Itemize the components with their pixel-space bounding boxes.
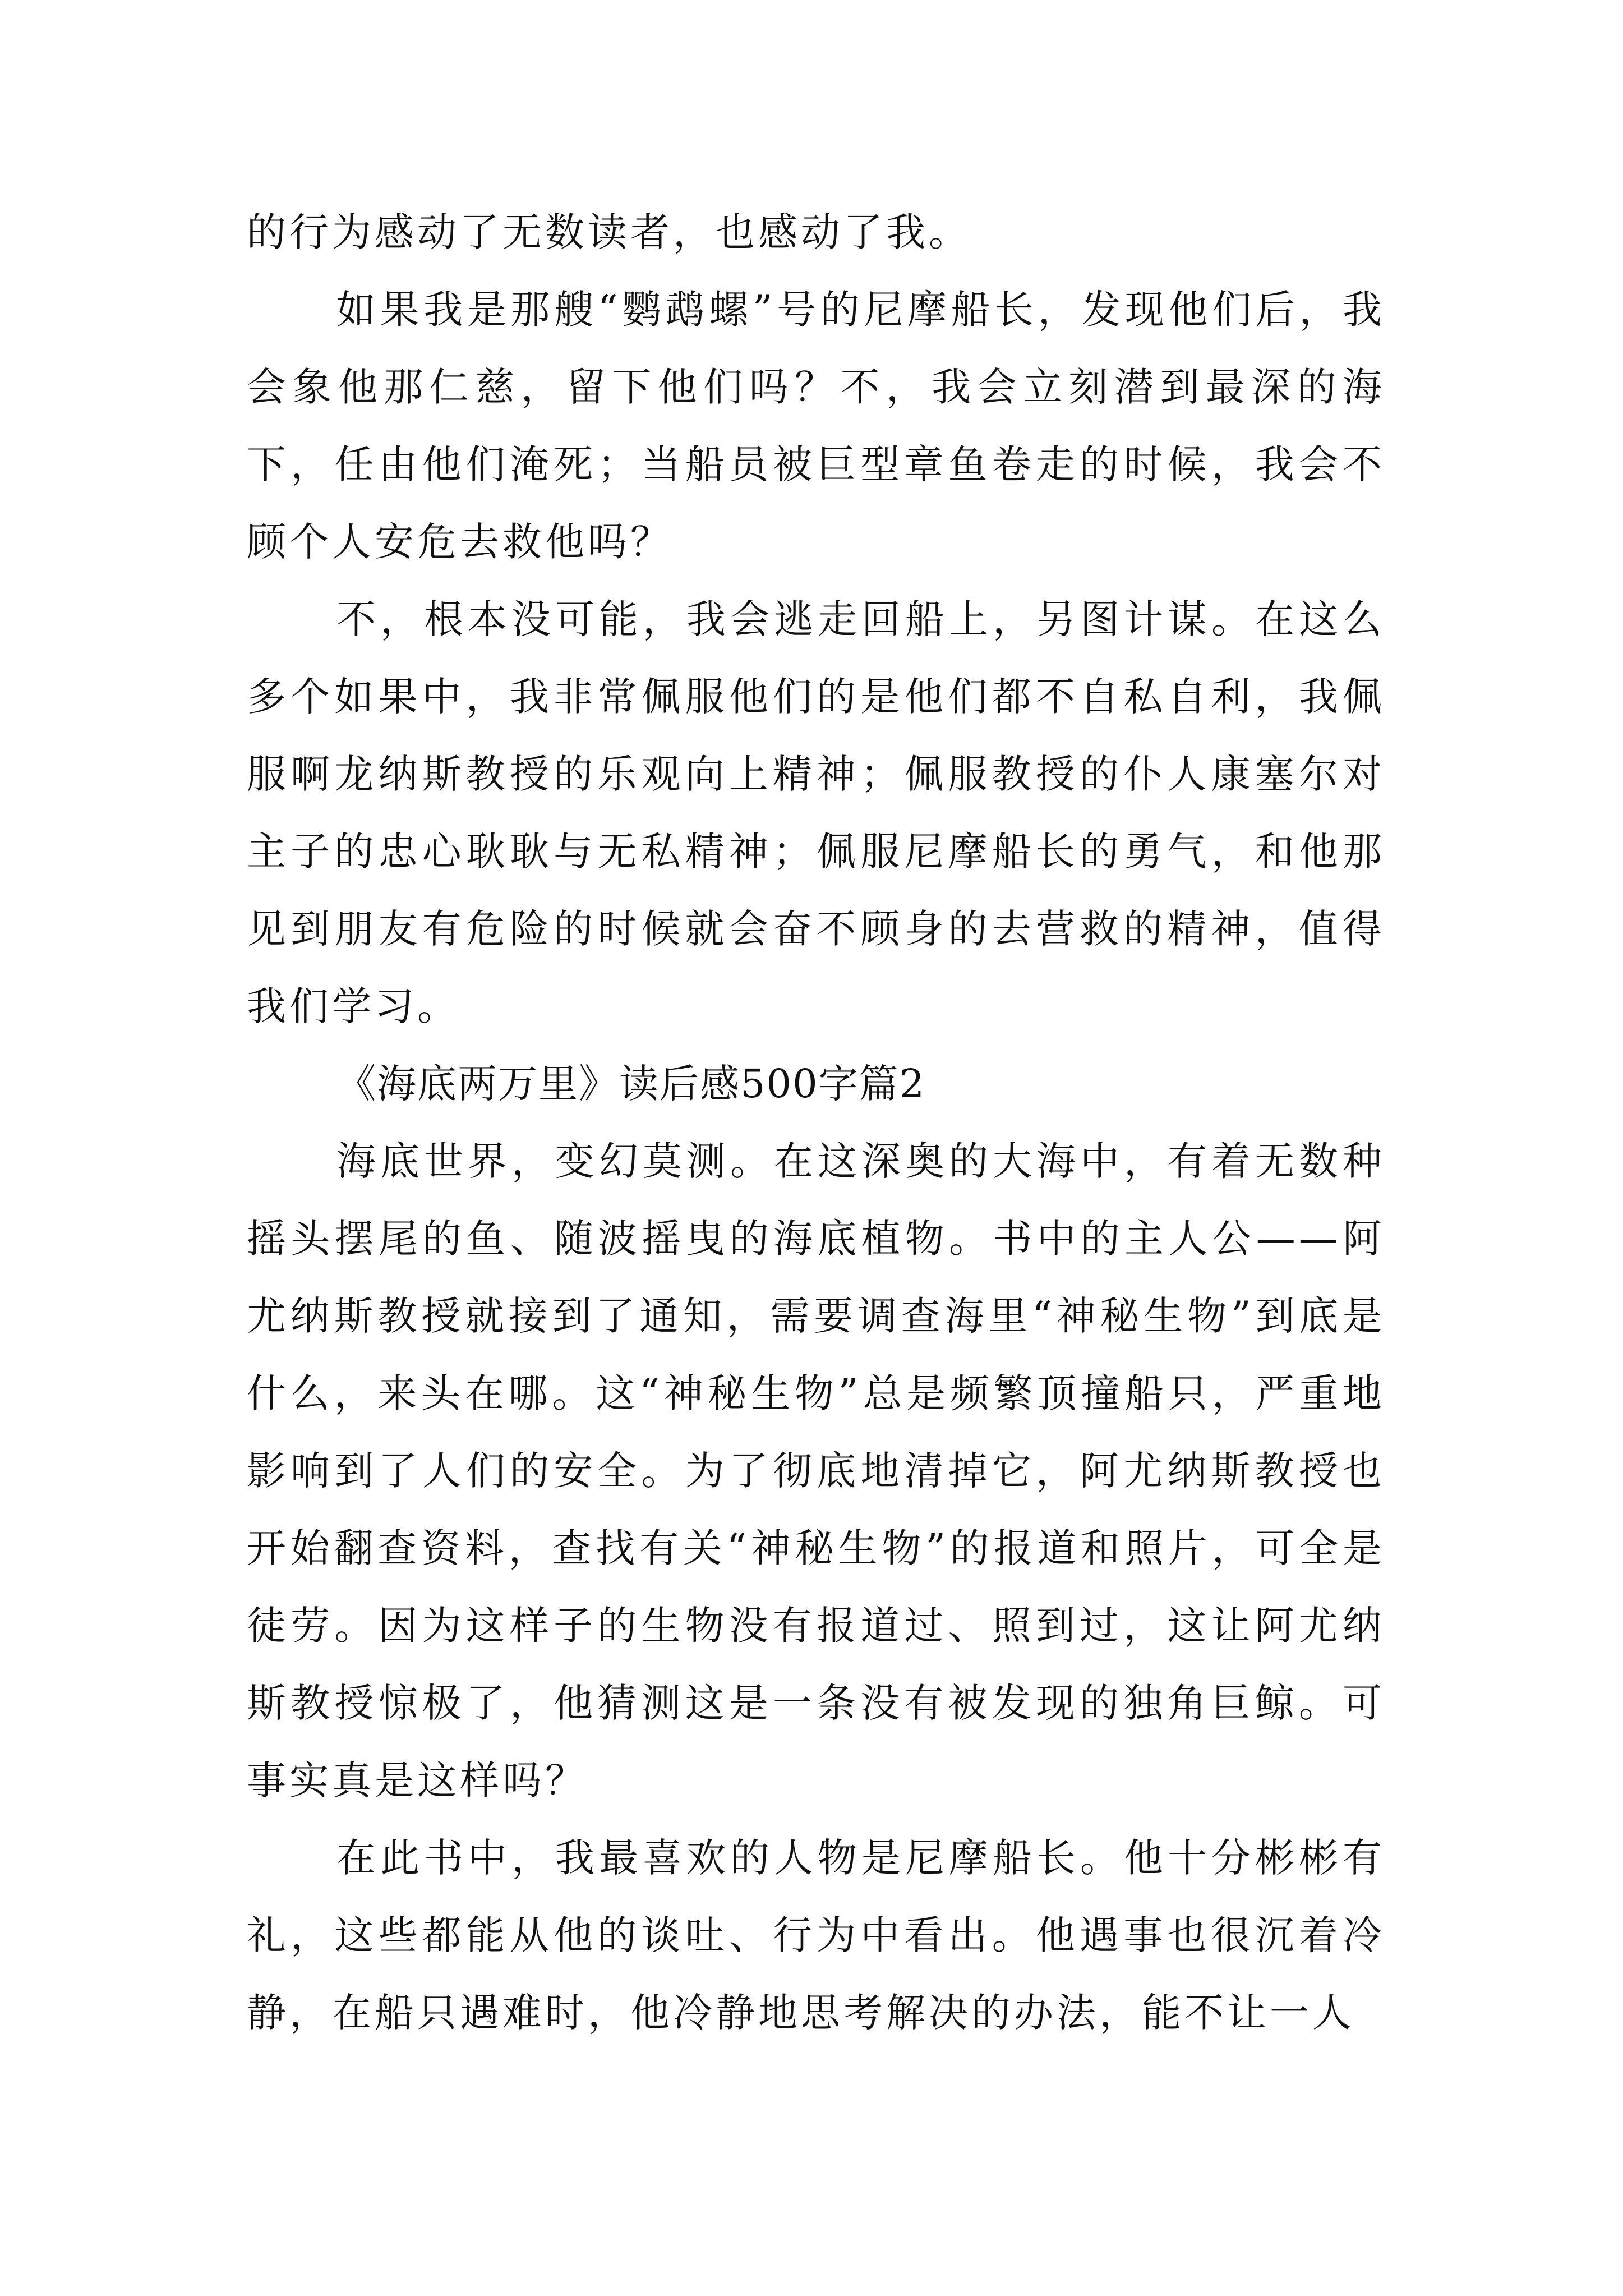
document-body	[247, 194, 1385, 2051]
paragraph-captain-nemo-hypothetical: 如果我是那艘“鹦鹉螺”号的尼摩船长，发现他们后，我会象他那仁慈，留下他们吗？不，我会立刻潜到最深的海下，任由他们淹死；当船员被巨型章鱼卷走的时候，我会不顾个人安危去救他吗？	[247, 287, 1385, 565]
paragraph-continuation: 的行为感动了无数读者，也感动了我。	[247, 209, 971, 255]
paragraph-undersea-world: 海底世界，变幻莫测。在这深奥的大海中，有着无数种摇头摆尾的鱼、随波摇曳的海底植物。书中的主人公——阿尤纳斯教授就接到了通知，需要调查海里“神秘生物”到底是什么，来头在哪。这“神秘生物”总是频繁顶撞船只，严重地影响到了人们的安全。为了彻底地清掉它，阿尤纳斯教授也开始翻查资料，查找有关“神秘生物”的报道和照片，可全是徒劳。因为这样子的生物没有报道过、照到过，这让阿尤纳斯教授惊极了，他猜测这是一条没有被发现的独角巨鲸。可事实真是这样吗？	[247, 1138, 1385, 1803]
paragraph-admiration: 不，根本没可能，我会逃走回船上，另图计谋。在这么多个如果中，我非常佩服他们的是他们都不自私自利，我佩服啊龙纳斯教授的乐观向上精神；佩服教授的仆人康塞尔对主子的忠心耿耿与无私精神；佩服尼摩船长的勇气，和他那见到朋友有危险的时候就会奋不顾身的去营救的精神，值得我们学习。	[247, 596, 1385, 1029]
section-heading: 《海底两万里》读后感500字篇2	[336, 1061, 926, 1107]
paragraph-favorite-character: 在此书中，我最喜欢的人物是尼摩船长。他十分彬彬有礼，这些都能从他的谈吐、行为中看出。他遇事也很沉着冷静，在船只遇难时，他冷静地思考解决的办法，能不让一人	[247, 1835, 1385, 2036]
